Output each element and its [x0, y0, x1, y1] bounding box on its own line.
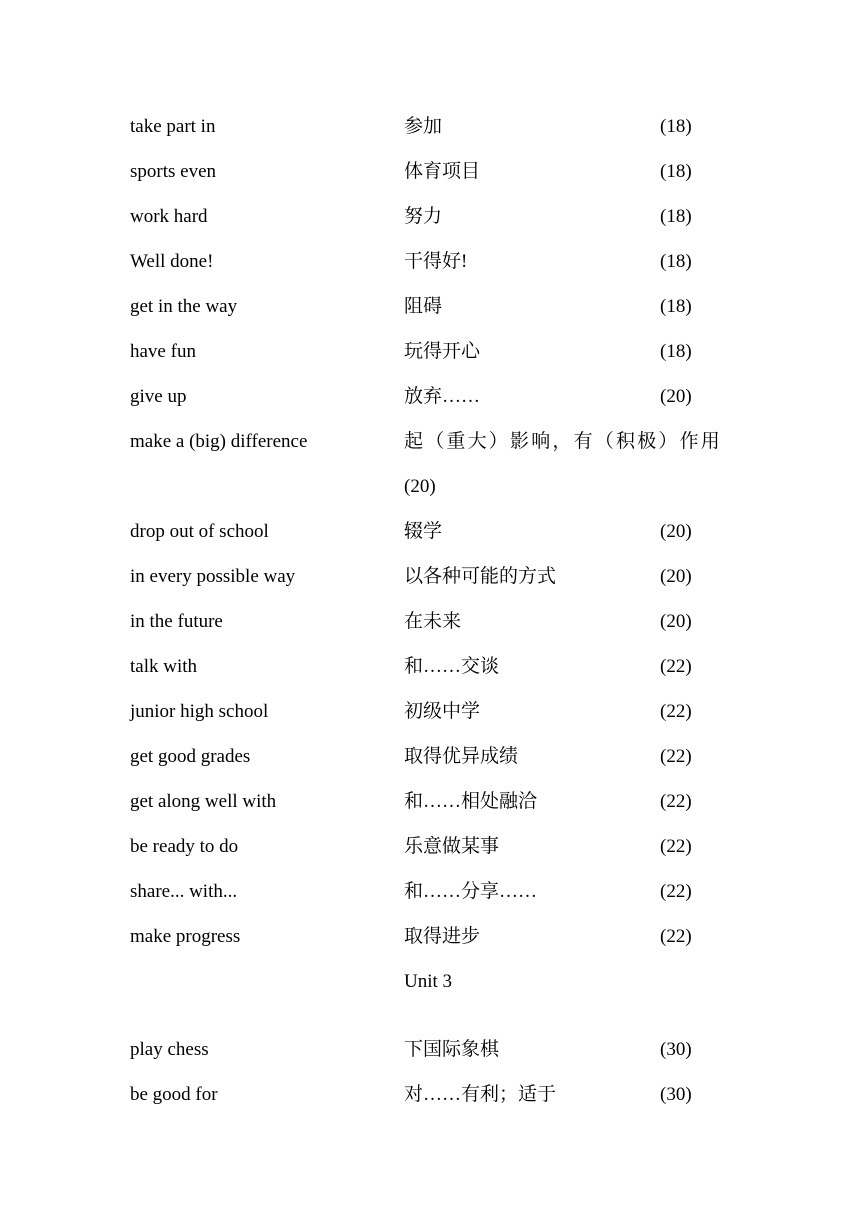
vocab-row — [0, 337, 860, 367]
vocab-row — [0, 427, 860, 457]
unit-heading-row — [0, 967, 860, 997]
english-phrase: work hard — [130, 206, 208, 227]
english-phrase: get along well with — [130, 791, 277, 812]
page-reference: (18) — [660, 116, 692, 137]
page-reference: (20) — [660, 566, 692, 587]
vocab-row — [0, 202, 860, 232]
vocab-row — [0, 562, 860, 592]
vocab-row — [0, 922, 860, 952]
page-reference: (30) — [660, 1084, 692, 1105]
page-reference: (22) — [660, 836, 692, 857]
vocab-row — [0, 517, 860, 547]
english-phrase: be ready to do — [130, 836, 239, 857]
english-phrase: make a (big) difference — [130, 431, 308, 452]
vocab-row — [0, 877, 860, 907]
page-reference: (20) — [660, 521, 692, 542]
english-phrase: give up — [130, 386, 187, 407]
chinese-meaning: 玩得开心 — [404, 341, 481, 362]
chinese-meaning: 下国际象棋 — [404, 1039, 500, 1060]
chinese-meaning: 取得进步 — [404, 926, 481, 947]
chinese-meaning: 对……有利；适于 — [404, 1084, 557, 1105]
english-phrase: junior high school — [130, 701, 269, 722]
page-reference: (18) — [660, 341, 692, 362]
page-reference: (20) — [404, 476, 436, 497]
vocab-row — [0, 112, 860, 142]
chinese-meaning: 乐意做某事 — [404, 836, 500, 857]
english-phrase: play chess — [130, 1039, 209, 1060]
vocab-row — [0, 382, 860, 412]
english-phrase: drop out of school — [130, 521, 269, 542]
page-reference: (22) — [660, 746, 692, 767]
english-phrase: sports even — [130, 161, 217, 182]
page-reference: (22) — [660, 926, 692, 947]
vocab-row — [0, 832, 860, 862]
english-phrase: be good for — [130, 1084, 218, 1105]
page-reference: (22) — [660, 881, 692, 902]
chinese-meaning: 和……交谈 — [404, 656, 500, 677]
page-reference: (20) — [660, 386, 692, 407]
english-phrase: make progress — [130, 926, 241, 947]
page-reference: (18) — [660, 251, 692, 272]
chinese-meaning: 参加 — [404, 116, 443, 137]
vocab-row — [0, 652, 860, 682]
chinese-meaning: 和……相处融洽 — [404, 791, 538, 812]
page-reference: (22) — [660, 791, 692, 812]
chinese-meaning: 阻碍 — [404, 296, 443, 317]
chinese-meaning: 体育项目 — [404, 161, 481, 182]
english-phrase: get in the way — [130, 296, 238, 317]
page-reference: (18) — [660, 161, 692, 182]
vocab-row — [0, 1080, 860, 1110]
vocab-row — [0, 1035, 860, 1065]
vocab-row — [0, 247, 860, 277]
page-reference: (18) — [660, 296, 692, 317]
vocab-row — [0, 292, 860, 322]
vocab-row — [0, 607, 860, 637]
vocab-row — [0, 157, 860, 187]
english-phrase: share... with... — [130, 881, 238, 902]
english-phrase: get good grades — [130, 746, 251, 767]
chinese-meaning: 干得好! — [404, 251, 468, 272]
chinese-meaning: 辍学 — [404, 521, 443, 542]
chinese-meaning: 取得优异成绩 — [404, 746, 519, 767]
vocab-row — [0, 697, 860, 727]
vocab-row — [0, 742, 860, 772]
english-phrase: talk with — [130, 656, 198, 677]
chinese-meaning: 在未来 — [404, 611, 462, 632]
chinese-meaning: 和……分享…… — [404, 881, 538, 902]
english-phrase: have fun — [130, 341, 196, 362]
english-phrase: take part in — [130, 116, 216, 137]
page-reference: (22) — [660, 656, 692, 677]
page-reference: (20) — [660, 611, 692, 632]
chinese-meaning: 放弃…… — [404, 386, 481, 407]
chinese-meaning: 起（重大）影响，有（积极）作用 — [404, 431, 723, 452]
page-reference: (18) — [660, 206, 692, 227]
unit-heading: Unit 3 — [404, 971, 453, 992]
vocab-row-continuation — [0, 472, 860, 502]
vocab-row — [0, 787, 860, 817]
english-phrase: in the future — [130, 611, 223, 632]
page-reference: (30) — [660, 1039, 692, 1060]
page-reference: (22) — [660, 701, 692, 722]
english-phrase: in every possible way — [130, 566, 296, 587]
chinese-meaning: 初级中学 — [404, 701, 481, 722]
chinese-meaning: 以各种可能的方式 — [404, 566, 557, 587]
english-phrase: Well done! — [130, 251, 214, 272]
chinese-meaning: 努力 — [404, 206, 443, 227]
